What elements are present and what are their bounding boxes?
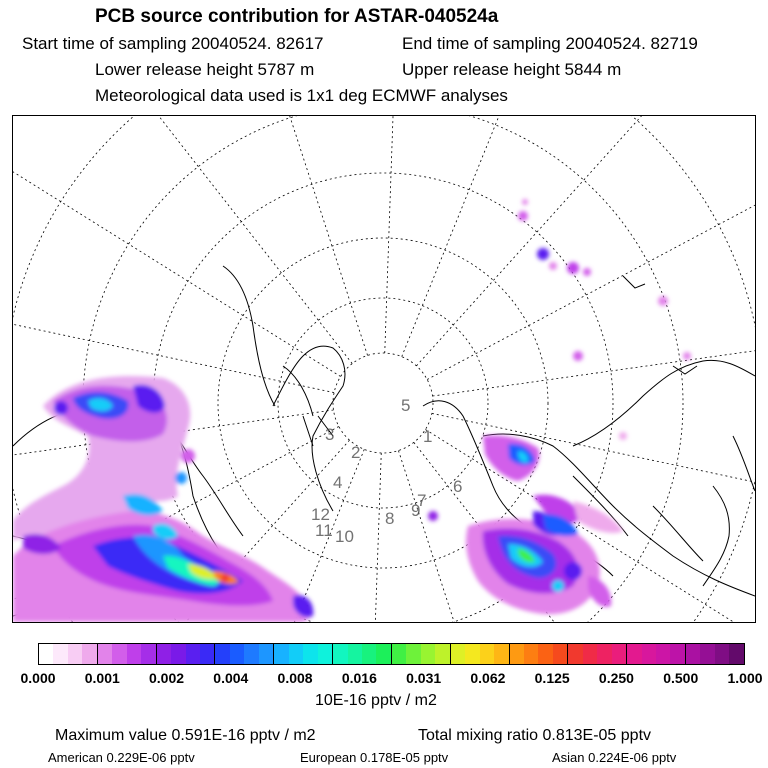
trajectory-label: 6: [453, 477, 463, 496]
color-scale-swatch: [289, 644, 303, 664]
color-scale-swatch: [406, 644, 420, 664]
american-contribution-label: American 0.229E-06 pptv: [48, 750, 195, 765]
color-scale-swatch: [729, 644, 743, 664]
color-scale-swatch: [435, 644, 450, 664]
color-scale-swatch: [700, 644, 714, 664]
color-scale-swatch: [612, 644, 627, 664]
meridian-line: [416, 116, 755, 366]
color-scale-swatch: [686, 644, 700, 664]
lower-release-height-label: Lower release height 5787 m: [95, 60, 315, 79]
color-scale-units: 10E-16 pptv / m2: [315, 692, 437, 709]
color-scale-swatch: [230, 644, 244, 664]
color-scale-swatch: [362, 644, 376, 664]
color-scale-swatch: [303, 644, 317, 664]
color-scale-tick-label: 0.031: [406, 670, 442, 686]
trajectory-label: 12: [311, 505, 330, 524]
trajectory-label: 2: [351, 443, 361, 462]
color-scale-tick-label: 0.008: [277, 670, 313, 686]
total-mixing-ratio-label: Total mixing ratio 0.813E-05 pptv: [418, 727, 652, 744]
color-scale-swatch: [171, 644, 185, 664]
meridian-line: [433, 278, 755, 396]
color-scale-swatch: [141, 644, 156, 664]
end-time-label: End time of sampling 20040524. 82719: [402, 34, 698, 53]
trajectory-label: 8: [385, 509, 395, 528]
color-scale-swatch: [553, 644, 568, 664]
color-scale-tick-label: 0.250: [598, 670, 634, 686]
color-scale-swatch: [642, 644, 656, 664]
color-scale-swatch: [348, 644, 362, 664]
meridian-line: [385, 116, 415, 353]
meridian-line: [13, 116, 352, 364]
color-scale-swatch: [127, 644, 141, 664]
meteorological-data-label: Meteorological data used is 1x1 deg ECMWF analyses: [95, 86, 508, 105]
plot-title: PCB source contribution for ASTAR-040524a: [95, 6, 499, 27]
meridian-line: [402, 116, 720, 357]
color-scale-swatch: [510, 644, 524, 664]
meridian-line: [13, 216, 334, 393]
color-scale-swatch: [215, 644, 229, 664]
color-scale-swatch: [480, 644, 494, 664]
trajectory-label: 10: [335, 527, 354, 546]
color-scale-tick-label: 1.000: [727, 670, 763, 686]
color-scale-tick-label: 0.001: [84, 670, 120, 686]
trajectory-label: 5: [401, 396, 411, 415]
color-scale-swatch: [82, 644, 97, 664]
color-scale-swatch: [39, 644, 53, 664]
asian-contribution-label: Asian 0.224E-06 pptv: [552, 750, 677, 765]
concentration-plumes: [13, 199, 691, 622]
polar-map: [12, 115, 756, 623]
color-scale-swatch: [274, 644, 288, 664]
meridian-line: [352, 453, 382, 622]
color-scale-swatch: [200, 644, 215, 664]
color-scale-tick-label: 0.004: [213, 670, 249, 686]
color-scale-tick-label: 0.002: [149, 670, 185, 686]
color-scale-swatch: [670, 644, 685, 664]
color-scale-swatch: [597, 644, 611, 664]
color-scale-tick-label: 0.062: [470, 670, 506, 686]
color-scale-swatch: [157, 644, 171, 664]
meridian-line: [13, 116, 341, 377]
color-scale-swatch: [376, 644, 391, 664]
color-scale-swatch: [53, 644, 67, 664]
trajectory-label: 7: [417, 491, 427, 510]
color-scale-swatch: [68, 644, 82, 664]
color-scale-swatch: [583, 644, 597, 664]
color-scale-tick-label: 0.125: [534, 670, 570, 686]
european-contribution-label: European 0.178E-05 pptv: [300, 750, 449, 765]
color-scale-swatch: [333, 644, 347, 664]
color-scale-swatch: [451, 644, 465, 664]
color-scale-swatch: [494, 644, 509, 664]
color-scale-swatch: [98, 644, 112, 664]
trajectory-label: 3: [325, 425, 335, 444]
start-time-label: Start time of sampling 20040524. 82617: [22, 34, 324, 53]
color-scale-swatch: [627, 644, 641, 664]
maximum-value-label: Maximum value 0.591E-16 pptv / m2: [55, 727, 316, 744]
color-scale-swatch: [538, 644, 552, 664]
color-scale-tick-label: 0.500: [663, 670, 699, 686]
color-scale-swatch: [259, 644, 274, 664]
color-scale-swatch: [465, 644, 479, 664]
color-scale-swatch: [656, 644, 670, 664]
trajectory-label: 4: [333, 473, 343, 492]
trajectory-label: 9: [411, 501, 421, 520]
meridian-line: [105, 116, 368, 355]
color-scale-bar: [38, 643, 745, 665]
trajectory-label: 11: [315, 521, 333, 540]
color-scale-swatch: [244, 644, 258, 664]
color-scale-swatch: [318, 644, 333, 664]
color-scale-tick-label: 0.016: [341, 670, 377, 686]
color-scale-swatch: [715, 644, 729, 664]
color-scale-swatch: [186, 644, 200, 664]
trajectory-label: 1: [423, 427, 433, 446]
color-scale-tick-label: 0.000: [20, 670, 56, 686]
color-scale-swatch: [392, 644, 406, 664]
color-scale-swatch: [568, 644, 582, 664]
meridian-line: [427, 116, 755, 380]
color-scale-swatch: [112, 644, 126, 664]
trajectory-labels: [311, 396, 462, 546]
upper-release-height-label: Upper release height 5844 m: [402, 60, 622, 79]
color-scale-swatch: [524, 644, 538, 664]
color-scale-swatch: [421, 644, 435, 664]
